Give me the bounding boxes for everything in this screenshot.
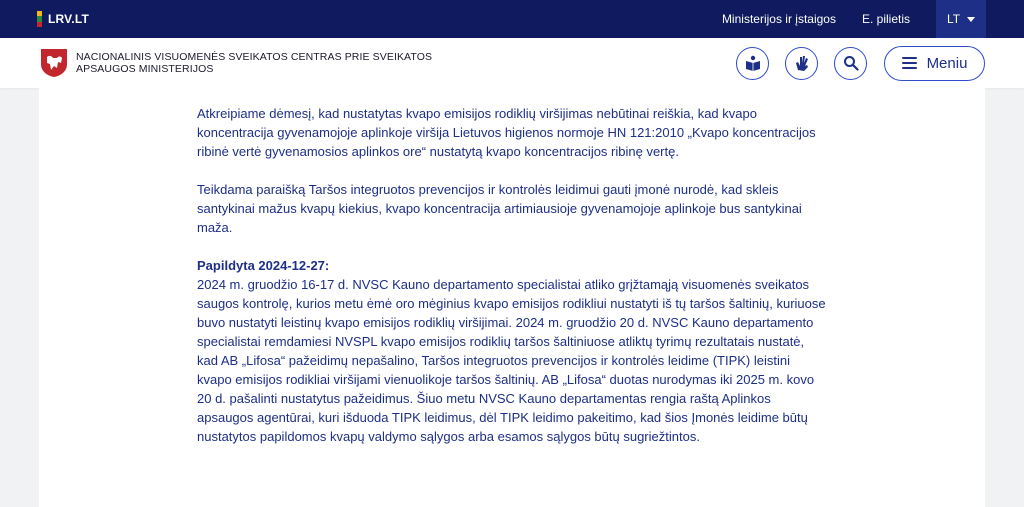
top-links <box>722 0 1024 38</box>
lrv-home-link[interactable] <box>37 11 89 27</box>
menu-label: Meniu <box>926 54 968 72</box>
easy-read-book-icon <box>744 54 762 72</box>
update-text: 2024 m. gruodžio 16-17 d. NVSC Kauno departamento specialistai atliko grįžtamąją visuomenės sveikatos saugos kontrolę, kurios metu ėmė oro mėginius kvapo emisijos rodikliui nustatyti iš tų taršos šaltinių, kuriuose buvo nustatyti leistinų kvapo emisijos rodiklių viršijimai. 2024 m. gruodžio 20 d. NVSC Kauno departamento specialistai remdamiesi NVSPL kvapo emisijos rodiklių taršos šaltiniuose atliktų tyrimų rezultatais nustatė, kad AB „Lifosa“ pažeidimų nepašalino, Taršos integruotos prevencijos ir kontrolės leidime (TIPK) leistini kvapo emisijos rodikliai viršijami vienuolikoje taršos šaltinių. AB „Lifosa“ duotas nurodymas iki 2025 m. kovo 20 d. pašalinti nustatytus pažeidimus. Šiuo metu NVSC Kauno departamentas rengia raštą Aplinkos apsaugos agentūrai, kuri išduoda TIPK leidimus, dėl TIPK leidimo pakeitimo, kad šios Įmonės leidime būtų nustatytos papildomos kvapų valdymo sąlygos arba esamos sąlygos būtų sugriežtintos. <box>197 277 826 444</box>
article-body <box>197 104 827 465</box>
hamburger-icon <box>902 57 917 69</box>
org-name <box>76 51 432 75</box>
header-tools <box>720 46 985 81</box>
org-logo-link[interactable] <box>40 48 432 78</box>
sign-language-hand-icon <box>793 54 811 72</box>
sign-language-button[interactable] <box>785 47 818 80</box>
update-heading: Papildyta 2024-12-27: <box>197 258 330 273</box>
paragraph-odor-notice: Atkreipiame dėmesį, kad nustatytas kvapo emisijos rodiklių viršijimas nebūtinai reiškia, kad kvapo koncentracija gyvenamojoje aplinkoje viršija Lietuvos higienos normoje HN 121:2010 „Kvapo koncentracijos ribinė vertė gyvenamosios aplinkos ore“ nustatytą kvapo koncentracijos ribinę vertę. <box>197 106 816 159</box>
language-label: LT <box>946 12 961 26</box>
coat-of-arms-icon <box>40 48 68 78</box>
lithuanian-flag-icon <box>37 11 42 27</box>
paragraph-update <box>197 256 827 446</box>
content-panel <box>39 88 985 507</box>
caret-down-icon <box>967 17 975 22</box>
menu-button[interactable] <box>884 46 985 81</box>
language-selector[interactable] <box>936 0 986 38</box>
lrv-label: LRV.LT <box>48 12 89 26</box>
paragraph-application: Teikdama paraišką Taršos integruotos prevencijos ir kontrolės leidimui gauti įmonė nurodė, kad skleis santykinai mažus kvapų kiekius, kvapo koncentracija artimiausioje gyvenamojoje aplinkoje bus santykinai maža. <box>197 182 802 235</box>
site-header <box>0 38 1024 88</box>
ministries-link[interactable]: Ministerijos ir įstaigos <box>721 12 836 26</box>
search-icon <box>843 55 859 71</box>
easy-read-button[interactable] <box>736 47 769 80</box>
search-button[interactable] <box>834 47 867 80</box>
top-bar <box>0 0 1024 38</box>
org-name-line1: NACIONALINIS VISUOMENĖS SVEIKATOS CENTRAS PRIE SVEIKATOS <box>76 51 433 63</box>
org-name-line2: APSAUGOS MINISTERIJOS <box>76 63 214 75</box>
e-citizen-link[interactable]: E. pilietis <box>861 12 910 26</box>
